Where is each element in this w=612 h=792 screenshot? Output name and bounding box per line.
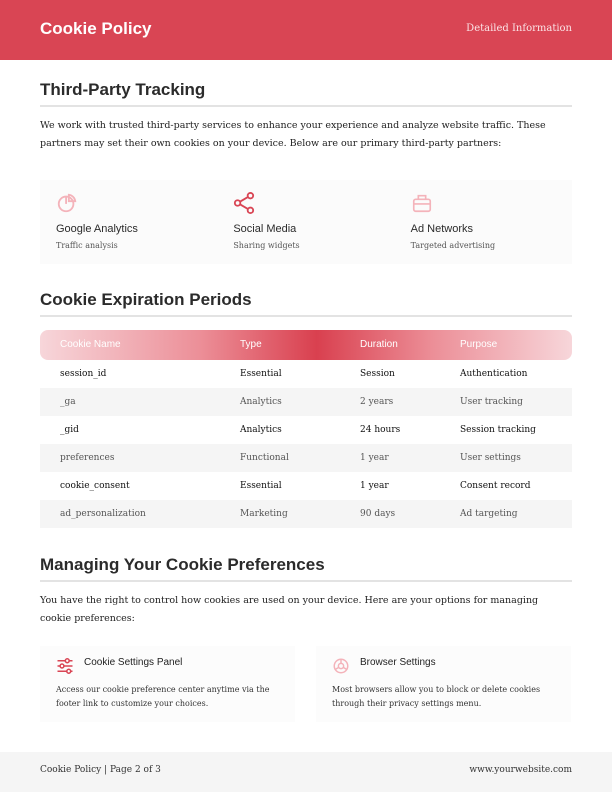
- chart-pie-icon: [56, 192, 78, 214]
- section-title-third-party: Third-Party Tracking: [40, 80, 572, 107]
- partner-desc: Targeted advertising: [410, 241, 496, 250]
- option-card-browser-settings: [316, 646, 571, 722]
- table-cell: Session tracking: [460, 425, 536, 435]
- table-cell: User tracking: [460, 397, 523, 407]
- table-row: [40, 472, 572, 500]
- expiration-table: [40, 330, 572, 528]
- table-cell: 1 year: [360, 453, 389, 463]
- partner-name: Social Media: [233, 223, 297, 235]
- table-cell: Authentication: [460, 369, 528, 379]
- browser-icon: [332, 657, 350, 675]
- table-cell: ad_personalization: [60, 509, 146, 519]
- table-cell: session_id: [60, 369, 107, 379]
- partner-name: Ad Networks: [410, 223, 474, 235]
- table-cell: Essential: [240, 369, 282, 379]
- partner-desc: Traffic analysis: [56, 241, 118, 250]
- sliders-icon: [56, 657, 74, 675]
- table-cell: User settings: [460, 453, 521, 463]
- table-row: [40, 444, 572, 472]
- table-header: [40, 330, 572, 360]
- section-title-expiration: Cookie Expiration Periods: [40, 290, 572, 317]
- third-party-intro: We work with trusted third-party services to enhance your experience and analyze website traffic. These partners may set their own cookies on your device. Below are our primary third-party partners:: [40, 120, 546, 149]
- table-row: [40, 388, 572, 416]
- page-footer: [0, 752, 612, 792]
- table-cell: cookie_consent: [60, 481, 130, 491]
- column-header: Type: [240, 339, 262, 350]
- header-subtitle: Detailed Information: [466, 23, 572, 34]
- partner-social-media: [217, 180, 394, 264]
- ad-icon: [411, 192, 433, 214]
- managing-intro: You have the right to control how cookies are used on your device. Here are your options for managing cookie preferences:: [40, 595, 539, 624]
- option-title: Browser Settings: [360, 657, 436, 668]
- table-cell: Consent record: [460, 481, 531, 491]
- table-cell: 24 hours: [360, 425, 401, 435]
- option-desc: Most browsers allow you to block or delete cookies through their privacy settings menu.: [332, 685, 541, 708]
- footer-page-info: Cookie Policy | Page 2 of 3: [40, 765, 161, 775]
- partner-name: Google Analytics: [56, 223, 138, 235]
- preference-options: [40, 646, 572, 722]
- table-row: [40, 360, 572, 388]
- table-cell: Essential: [240, 481, 282, 491]
- partner-list: [40, 180, 572, 264]
- section-title-managing: Managing Your Cookie Preferences: [40, 555, 572, 582]
- table-cell: 2 years: [360, 397, 394, 407]
- table-cell: Marketing: [240, 509, 288, 519]
- partner-ad-networks: [395, 180, 572, 264]
- table-row: [40, 500, 572, 528]
- table-cell: Analytics: [240, 425, 282, 435]
- table-row: [40, 416, 572, 444]
- table-cell: Analytics: [240, 397, 282, 407]
- column-header: Duration: [360, 339, 398, 350]
- table-cell: _gid: [60, 425, 79, 435]
- share-icon: [233, 192, 255, 214]
- table-cell: 1 year: [360, 481, 389, 491]
- table-cell: Session: [360, 369, 395, 379]
- footer-website-link[interactable]: www.yourwebsite.com: [469, 765, 572, 775]
- option-title: Cookie Settings Panel: [84, 657, 183, 668]
- partner-desc: Sharing widgets: [233, 241, 300, 250]
- page-header: [0, 0, 612, 60]
- partner-google-analytics: [40, 180, 217, 264]
- column-header: Cookie Name: [60, 339, 121, 350]
- header-title: Cookie Policy: [40, 19, 152, 38]
- table-cell: Functional: [240, 453, 289, 463]
- table-cell: Ad targeting: [460, 509, 518, 519]
- option-desc: Access our cookie preference center anytime via the footer link to customize your choices.: [56, 685, 270, 708]
- table-cell: 90 days: [360, 509, 396, 519]
- table-cell: preferences: [60, 453, 115, 463]
- column-header: Purpose: [460, 339, 498, 350]
- option-card-settings-panel: [40, 646, 295, 722]
- table-cell: _ga: [60, 397, 76, 407]
